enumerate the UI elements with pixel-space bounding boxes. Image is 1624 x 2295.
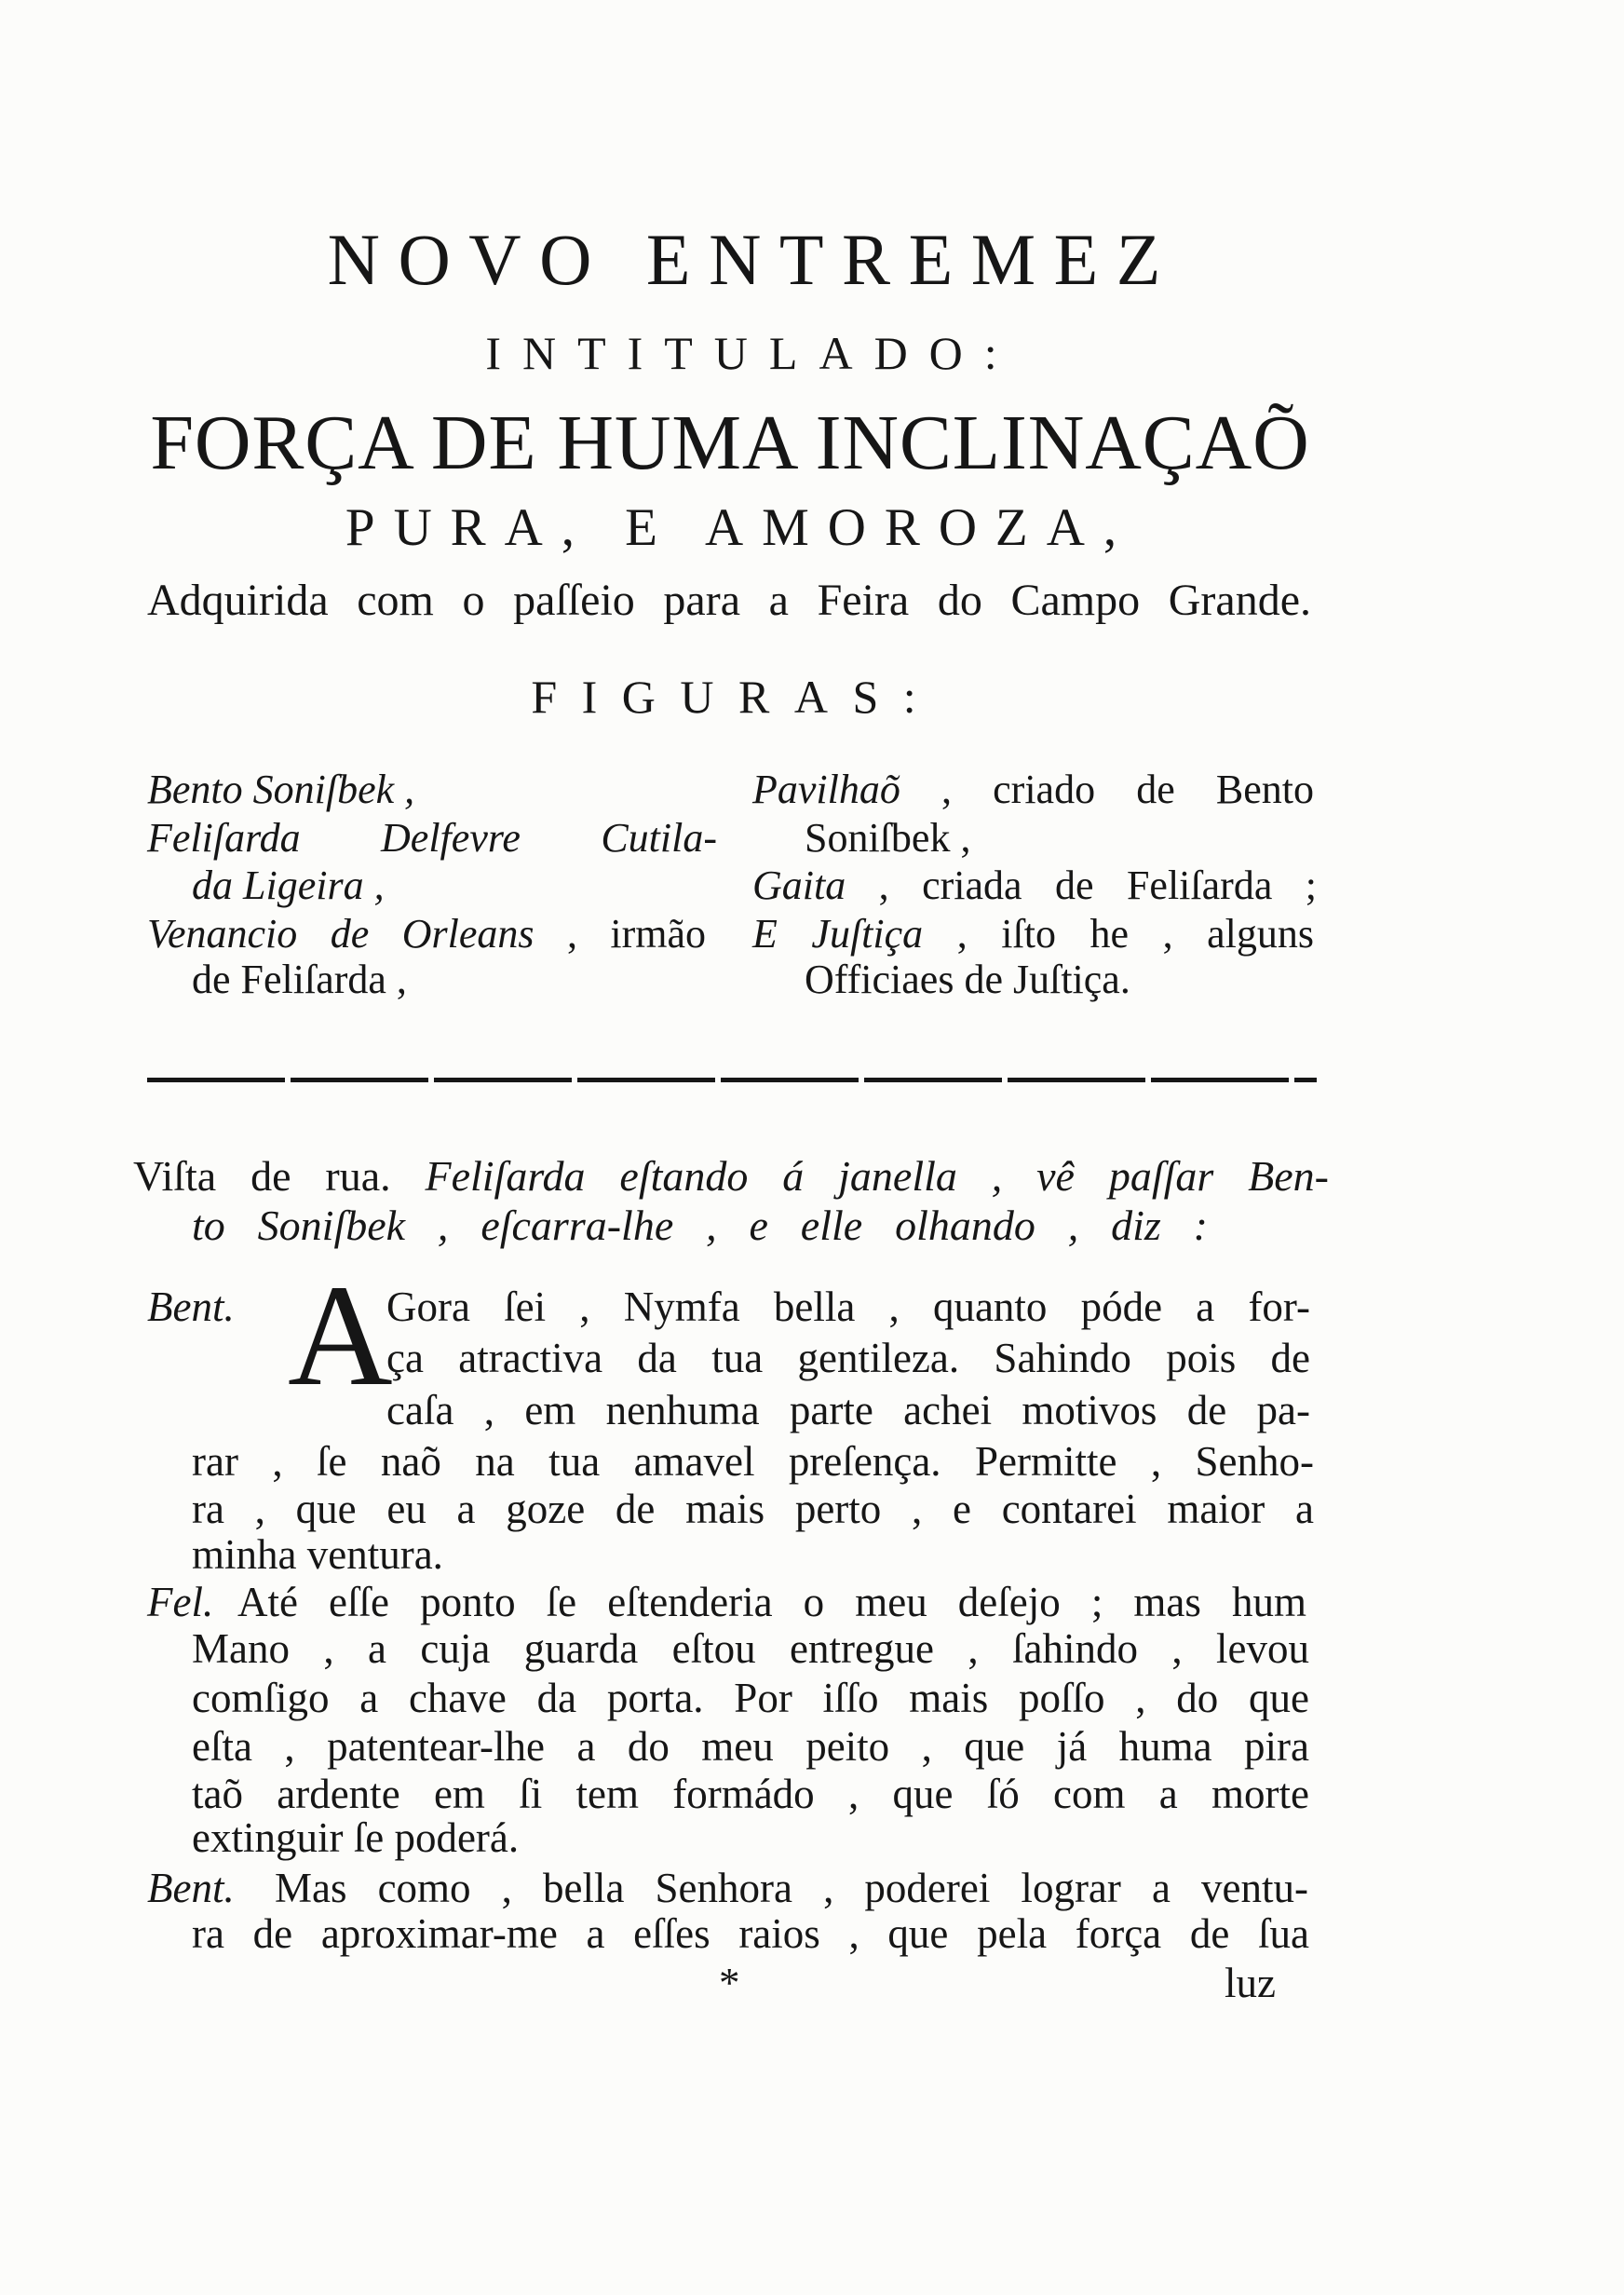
cast-left-line bbox=[192, 956, 407, 1004]
catchword: luz bbox=[1225, 1960, 1276, 2006]
character-description: , irmão bbox=[566, 911, 707, 957]
dialogue-line: Até eſſe ponto ſe eſtenderia o meu deſejo ; mas hum bbox=[237, 1579, 1306, 1625]
cast-left-line bbox=[147, 910, 706, 958]
dialogue-line: minha ventura. bbox=[192, 1531, 443, 1578]
drop-cap: A bbox=[288, 1255, 393, 1416]
dialogue-line: comſigo a chave da porta. Por iſſo mais poſſo , do que bbox=[192, 1675, 1309, 1721]
character-name: Bento Soniſbek , bbox=[147, 767, 415, 812]
subtitle-intitulado: INTITULADO: bbox=[485, 327, 1019, 379]
scene-setting: Viſta de rua. bbox=[133, 1152, 391, 1200]
dialogue-line: taõ ardente em ſi tem formádo , que ſó com a morte bbox=[192, 1771, 1309, 1817]
speaker-label: Fel. bbox=[147, 1579, 214, 1625]
dialogue-line: rar , ſe naõ na tua amavel preſença. Permitte , Senho- bbox=[192, 1438, 1314, 1485]
cast-left-line bbox=[192, 862, 385, 910]
character-description: Soniſbek , bbox=[805, 815, 971, 861]
character-name: Pavilhaõ bbox=[752, 767, 900, 812]
dialogue-line: Mas como , bella Senhora , poderei lograr a ventu- bbox=[275, 1865, 1308, 1911]
cast-left-line bbox=[147, 814, 717, 862]
stage-direction-line: to Soniſbek , eſcarra-lhe , e elle olhando , diz : bbox=[192, 1202, 1208, 1249]
scene-direction: Feliſarda eſtando á janella , vê paſſar Ben- bbox=[425, 1152, 1329, 1200]
cast-right-line bbox=[805, 956, 1130, 1004]
character-description: , iſto he , alguns bbox=[956, 911, 1315, 957]
character-name: Gaita bbox=[752, 862, 846, 908]
speaker-label: Bent. bbox=[147, 1283, 235, 1330]
cast-right-line bbox=[752, 910, 1314, 958]
stage-direction-line bbox=[133, 1152, 1329, 1201]
dialogue-line: caſa , em nenhuma parte achei motivos de pa- bbox=[386, 1387, 1310, 1433]
dialogue-line: extinguir ſe poderá. bbox=[192, 1814, 520, 1861]
signature-mark: * bbox=[719, 1960, 740, 2006]
character-name: Feliſarda Delfevre Cutila- bbox=[147, 815, 717, 861]
title-description: Adquirida com o paſſeio para a Feira do Campo Grande. bbox=[147, 576, 1311, 625]
character-name: E Juſtiça bbox=[752, 911, 924, 957]
character-description: , criado de Bento bbox=[941, 767, 1314, 812]
dialogue-line: ça atractiva da tua gentileza. Sahindo pois de bbox=[386, 1335, 1310, 1381]
dialogue-line: ra de aproximar-me a eſſes raios , que pela força de ſua bbox=[192, 1910, 1309, 1957]
dialogue-line: Mano , a cuja guarda eſtou entregue , ſahindo , levou bbox=[192, 1625, 1309, 1672]
character-description: , criada de Feliſarda ; bbox=[878, 862, 1318, 908]
character-description: Officiaes de Juſtiça. bbox=[805, 957, 1130, 1002]
figuras-heading: FIGURAS: bbox=[531, 671, 941, 723]
character-description: de Feliſarda , bbox=[192, 957, 407, 1002]
horizontal-rule bbox=[147, 1078, 1317, 1082]
dialogue-line: eſta , patentear-lhe a do meu peito , que já huma pira bbox=[192, 1723, 1309, 1770]
title-novo-entremez: NOVO ENTREMEZ bbox=[327, 219, 1179, 300]
cast-right-line bbox=[805, 814, 970, 862]
cast-left-line bbox=[147, 766, 414, 814]
subtitle-pura-amoroza: PURA, E AMOROZA, bbox=[345, 498, 1136, 557]
dialogue-line: Gora ſei , Nymfa bella , quanto póde a for- bbox=[386, 1283, 1310, 1330]
character-name: Venancio de Orleans bbox=[147, 911, 535, 957]
speaker-label: Bent. bbox=[147, 1865, 235, 1911]
main-title: FORÇA DE HUMA INCLINAÇAÕ bbox=[150, 400, 1310, 486]
character-name: da Ligeira , bbox=[192, 862, 385, 908]
dialogue-line: ra , que eu a goze de mais perto , e contarei maior a bbox=[192, 1486, 1314, 1532]
cast-right-line bbox=[752, 766, 1314, 814]
cast-right-line bbox=[752, 862, 1317, 910]
